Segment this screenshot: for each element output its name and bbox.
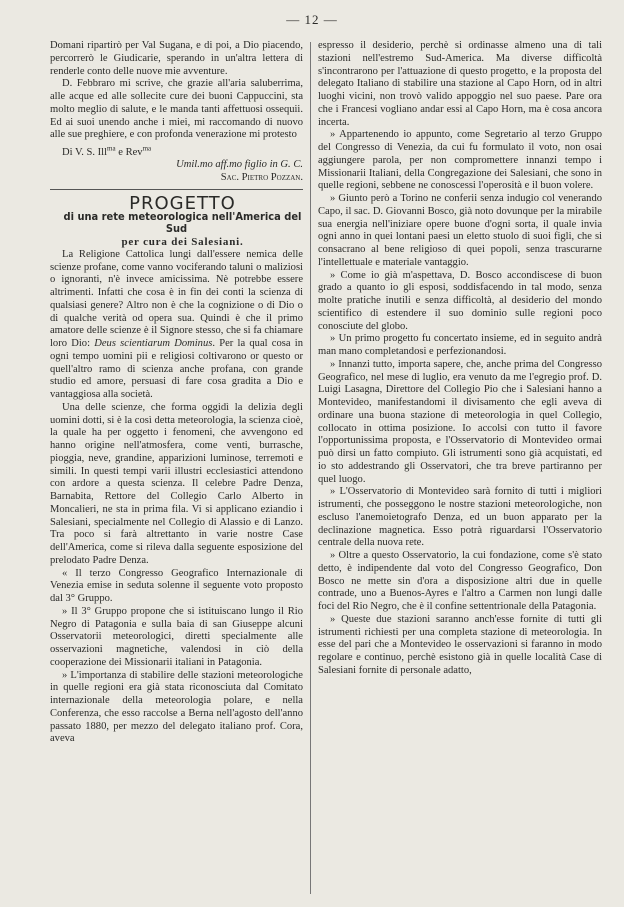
article-paragraph: La Religione Cattolica lungi dall'essere nemica delle scienze profane, come vanno vociferando taluni o maliziosi o ignoranti, n'è invece amicissima. Nè potrebbe essere altrimenti. Infatti che cosa è in fin dei conti la scienza di qualsiasi genere? Altro non è che la cognizione o di Dio o di qualche verità od opera sua. Quindi è che il primo amatore delle scienze è il Signore stesso, che si fa chiamare loro Dio: Deus scientiarum Dominus. Per la qual cosa in ogni tempo uomini pii e religiosi coltivarono or questo or quell'altro ramo di scienza anche profana, con grande studio ed amore, persuasi di fare cosa gradita a Dio e vantaggiosa alla società. xyxy=(50,248,304,401)
article-subheading: di una rete meteorologica nell'America del Sud xyxy=(63,209,302,236)
article-paragraph: » Giunto però a Torino ne conferii senza indugio col venerando Capo, il sac. D. Giovanni Bosco, già noto dovunque per la mirabile sua energia nell'iniziare opere buone d'ogni sorta, il quale invia ogni anno in quei lontani paesi un eletto stuolo di suoi figli, che si consacrano al bene religioso di quei popoli, senza trascurarne l'intellettuale e materiale vantaggio. xyxy=(318,193,602,268)
letter-paragraph: D. Febbraro mi scrive, che grazie all'aria saluberrima, alle acque ed alle sollecite cure dei buoni Cappuccini, sta molto meglio di salute, e le manda tanti affettuosi ossequii. Ed ai suoi unendo anche i miei, mi raccomando di nuovo alle sue preghiere, e con profonda venerazione mi protesto xyxy=(50,78,303,141)
article-paragraph: » Appartenendo io appunto, come Segretario al terzo Gruppo del Congresso di Venezia, da cui fu formulato il voto, non osai aggiungere parola, per non compromettere innanzi tempo i Missionarii Italiani, della Congregazione dei Salesiani, che sono in quelle regioni, sebbene ne conoscessi l'operosità e il buon volere. xyxy=(318,129,602,192)
article-paragraph: Una delle scienze, che forma oggidì la delizia degli uomini dotti, si è la così detta meteorologia, la scienza cioè, la quale ha per oggetto i fenomeni, che avvengono ed hanno origine nell'atmosfera, come venti, burrasche, pioggia, neve, grandine, apparizioni luminose, terremoti e simili. In questi tempi varii illustri ecclesiastici attendono con ardore a questa scienza. Il celebre Padre Denza, Barnabita, Rettore del Collegio Carlo Alberto in Moncalieri, ne sta in prima fila. Vi si applicano eziandio i Salesiani, specialmente nel Collegio di Alassio e di Lanzo. Tra poco si farà altrettanto in varie nostre Case dell'America, come si rileva dalla seguente esposizione del prelodato Padre Denza. xyxy=(50,401,303,566)
article-paragraph: » Innanzi tutto, importa sapere, che, anche prima del Congresso Geografico, nel mese di luglio, era venuto da me l'egregio prof. D. Luigi Lasagna, Direttore del Collegio Pio che i Salesiani hanno a Montevideo, manifestandomi il divisamento che egli aveva di ordinare una buona stazione di meteorologia in quel Collegio, collocato in ottima posizione. Io accolsi con tutto il favore l'opportunissima proposta, e l'Osservatorio di Montevideo ormai può dirsi un fatto compiuto. Gli istrumenti sono già acquistati, ed io sto addestrando gli Osservatori, che tra breve partiranno per quel luogo. xyxy=(318,358,602,485)
letter-salutation: Di V. S. Ill$^{ma}$ e Rev$^{ma}$ xyxy=(62,144,152,158)
letter-paragraph: Domani ripartirò per Val Sugana, e di poi, a Dio piacendo, percorrerò le Giudicarie, sperando in un'altra lettera di renderle conto delle nuove mie avventure. xyxy=(50,40,303,77)
article-heading: PROGETTO xyxy=(129,192,236,214)
signature-line: Umil.mo aff.mo figlio in G. C. xyxy=(176,159,303,171)
left-column xyxy=(50,40,303,746)
article-paragraph: » Oltre a questo Osservatorio, la cui fondazione, come s'è stato detto, è indipendente dal voto del Congresso Geografico, Don Bosco ne mette sin d'ora a disposizione altri due in quelle contrade, uno a Buenos-Ayres e l'altro a Carmen non lungi dalle foci del Rio Negro, che è il confine settentrionale della Patagonia. xyxy=(318,550,602,612)
article-paragraph: » L'importanza di stabilire delle stazioni meteorologiche in quelle regioni era già stata riconosciuta dal Comitato internazionale della meteorologia polare, e nella Conferenza, che esso raccolse a Berna nell'agosto dell'anno passato 1880, per mezzo del delegato italiano prof. Cora, aveva xyxy=(50,669,303,745)
article-paragraph: » Il 3° Gruppo propone che si istituiscano lungo il Rio Negro di Patagonia e sulla baia di san Giuseppe alcuni Osservatorii meteorologici, diretti specialmente alle osservazioni magnetiche, valendosi in ciò della cooperazione dei Missionarii italiani in Patagonia. xyxy=(50,605,303,668)
right-column xyxy=(318,40,602,678)
article-paragraph: » Queste due stazioni saranno anch'esse fornite di tutti gli istrumenti richiesti per una completa stazione di meteorologia. In esse del pari che a Montevideo le osservazioni si faranno in modo regolare e continuo, perchè esistono già in quelle località Case di Salesiani fornite di personale adatto, xyxy=(318,613,602,676)
article-paragraph: espresso il desiderio, perchè si ordinasse almeno una di tali stazioni nell'estremo Sud-America. Ma diverse difficoltà s'incontrarono per l'attuazione di questo progetto, e la proposta del delegato Italiano di stabilire una stazione al Capo Horn, od in altri luoghi vicini, non trovò valido appoggio nel suo paese. Pare ora che i Francesi vogliano andar essi al Capo Horn, ma è cosa ancora incerta. xyxy=(318,40,602,128)
article-paragraph: » Un primo progetto fu concertato insieme, ed in seguito andrà man mano completandosi e perfezionandosi. xyxy=(318,333,602,357)
section-divider xyxy=(50,189,303,190)
column-rule xyxy=(310,42,311,894)
page-number: — 12 — xyxy=(286,12,338,27)
article-byline: per cura dei Salesiani. xyxy=(121,236,244,249)
signature-name: Sac. Pietro Pozzan. xyxy=(220,172,303,184)
article-paragraph: » Come io già m'aspettava, D. Bosco accondiscese di buon grado a quanto io gli esposi, soddisfacendo in tal modo, senza molte pratiche inutili e senza difficoltà, al desiderio del mondo scientifico di estendere il suo dominio sulle regioni poco conosciute del globo. xyxy=(318,269,602,332)
article-paragraph: » L'Osservatorio di Montevideo sarà fornito di tutti i migliori istrumenti, che posseggono le nostre stazioni meteorologiche, non escluso l'anemoietografo Denza, ed un buon apparato per la declinazione magnetica. Esso potrà riguardarsi l'Osservatorio centrale della nuova rete. xyxy=(318,486,602,549)
article-paragraph: « Il terzo Congresso Geografico Internazionale di Venezia emise in seduta solenne il seguente voto proposto dal 3° Gruppo. xyxy=(50,567,303,605)
